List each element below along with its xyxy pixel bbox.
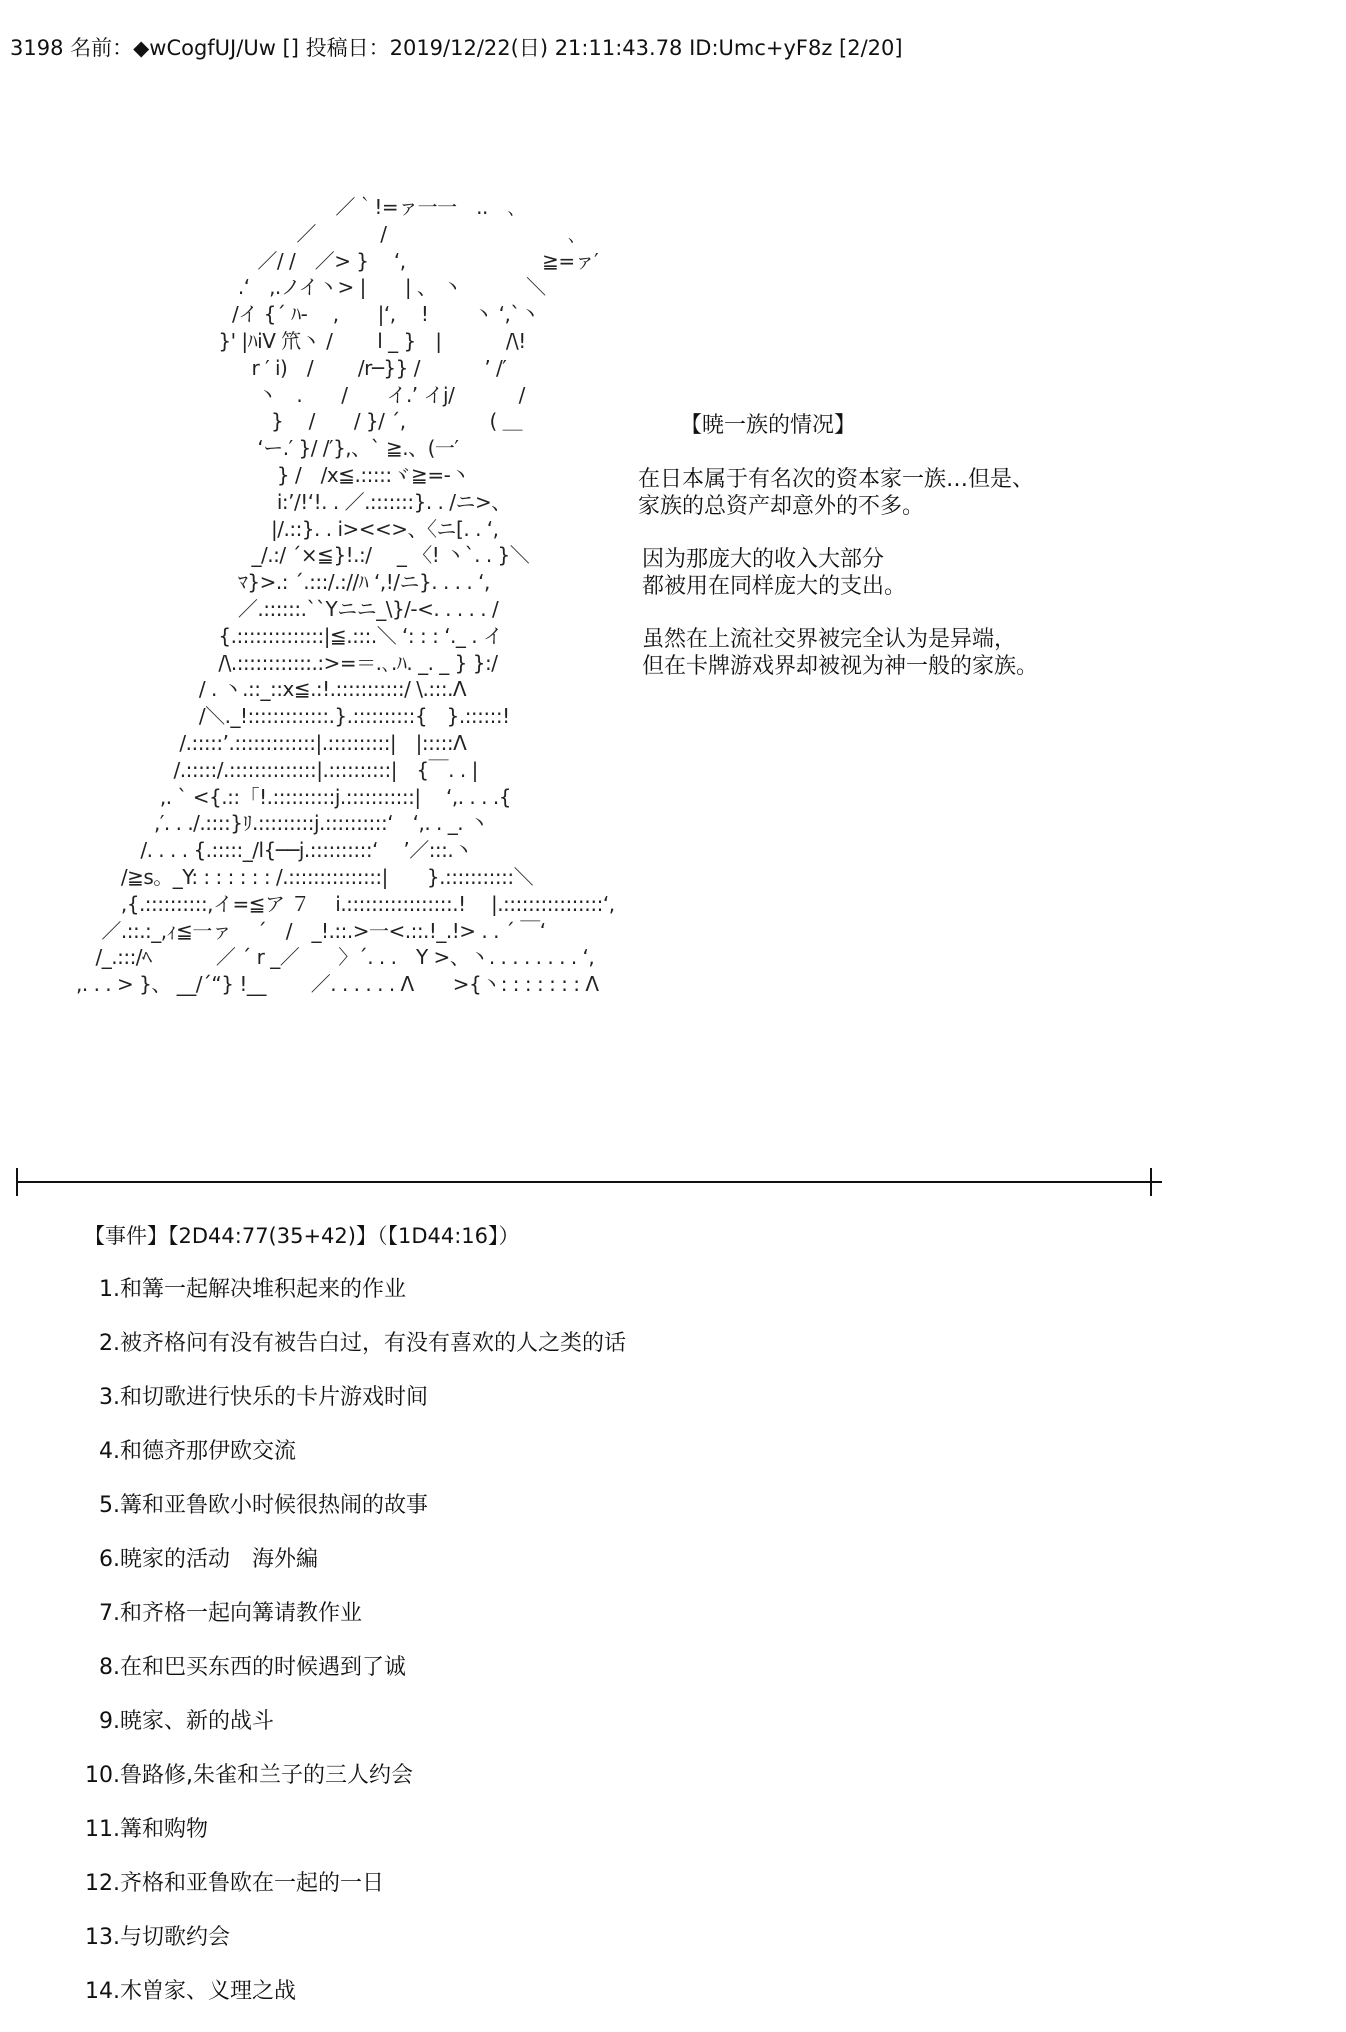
event-text: 篝和购物 <box>120 1817 209 1842</box>
event-text: 鲁路修,朱雀和兰子的三人约会 <box>120 1763 413 1788</box>
event-text: 木曽家、义理之战 <box>120 1979 297 2004</box>
event-number: 12. <box>85 1871 120 1896</box>
event-text: 在和巴买东西的时候遇到了诚 <box>120 1655 407 1680</box>
clan-line: 都被用在同样庞大的支出。 <box>642 574 907 599</box>
event-roll-title: 【事件】【2D44:77(35+42)】（【1D44:16】） <box>84 1224 520 1248</box>
event-number: 8. <box>99 1655 120 1680</box>
event-number: 1. <box>99 1277 120 1302</box>
event-list <box>60 1276 626 2032</box>
event-number: 13. <box>85 1925 120 1950</box>
list-item <box>60 1978 626 2032</box>
event-number: 5. <box>99 1493 120 1518</box>
ascii-art-figure: ／｀!=ァ一一 .. ､ ／ / ､ ／/ / ／> } ‘, ≧=ァ′ .‘ ,.ノイ丶> | | 、 丶 ＼ /イ {´ ﾊ- , |‘, ! 丶 ‘,`丶 }' |ﾊiV 笊丶 / l _ } | /\! r ′ i) / /r─}} / ’ /′ 丶 . / イ.’ イj/ / } / / }/ ´, ( ＿ ‘ー.′ }/ /′},、` ≧.、(一′ } / /x≦.:::::ヾ≧=‐丶 i:’/!‘!. . ／.:::::::}. . /ニ>、 |/.::}. . i><<>、〈ニ[. . ‘, _/.:/ ´×≦}!.:/ _ 〈! 丶`. . }＼ ﾏ}>.: ´.:::/.://ﾊ ‘,!/ニ}. . . . ‘, ／.::::::.``Yニニ_\}/‐<. . . . . / {.::::::::::::::|≦.:::.＼ ‘: : : ‘._ . イ /\.::::::::::::.:>=＝.､.ﾊ. _. _ } }:/ / . 丶.::_::x≦.:!.:::::::::::/ \.:::.Λ /＼._!:::::::::::::.}.::::::::::{ }.::::::! /.:::::’.:::::::::::::|.::::::::::| |:::::Λ /.:::::/.::::::::::::::|.::::::::::| {￣. . | ,. ` <{.::「!.::::::::::j.:::::::::::| ‘,. . . .{ ,′. . ./.::::}ﾘ.:::::::::j.::::::::::‘ ‘,. . _. 丶 /. . . . {.:::::_/l{──j.::::::::::‘ ’／:::.丶 /≧s。_Y: : : : : : : /.:::::::::::::::| }.:::::::::::＼ ,{.::::::::::,イ=≦ア ７ i.:::::::::::::::::.! |.::::::::::::::::‘, ／.::.:_,ｨ≦一ァ ´ / _!.::.>一<.::.!_.!> . . ´ ￣‘ /_.:::/ﾍ ／ ´ r _／ 〉´. . . Y >、丶. . . . . . . . ‘, ,. . . > }、 __/´“} !__ ／. . . . . . Λ >{丶: : : : : : : Λ <box>76 195 615 997</box>
event-number: 2. <box>99 1331 120 1356</box>
clan-line: 但在卡牌游戏界却被视为神一般的家族。 <box>642 654 1039 679</box>
divider-right-tick <box>1150 1168 1152 1196</box>
event-text: 和切歌进行快乐的卡片游戏时间 <box>120 1385 429 1410</box>
clan-paragraph-wealth <box>638 466 1034 520</box>
list-item <box>60 1708 626 1762</box>
divider-left-tick <box>16 1168 18 1196</box>
list-item <box>60 1816 626 1870</box>
list-item <box>60 1762 626 1816</box>
clan-line: 因为那庞大的收入大部分 <box>642 547 885 572</box>
event-text: 篝和亚鲁欧小时候很热闹的故事 <box>120 1493 429 1518</box>
event-text: 和齐格一起向篝请教作业 <box>120 1601 363 1626</box>
list-item <box>60 1438 626 1492</box>
event-text: 和篝一起解决堆积起来的作业 <box>120 1277 407 1302</box>
event-text: 暁家、新的战斗 <box>120 1709 275 1734</box>
event-text: 和德齐那伊欧交流 <box>120 1439 297 1464</box>
list-item <box>60 1924 626 1978</box>
list-item <box>60 1276 626 1330</box>
list-item <box>60 1384 626 1438</box>
event-number: 11. <box>85 1817 120 1842</box>
clan-line: 在日本属于有名次的资本家一族…但是、 <box>638 467 1035 492</box>
event-number: 14. <box>85 1979 120 2004</box>
clan-title: 【暁一族的情况】 <box>680 413 857 438</box>
clan-paragraph-spending <box>642 546 906 600</box>
event-number: 10. <box>85 1763 120 1788</box>
clan-line: 虽然在上流社交界被完全认为是异端， <box>642 627 1017 652</box>
clan-line: 家族的总资产却意外的不多。 <box>638 494 925 519</box>
list-item <box>60 1600 626 1654</box>
event-text: 齐格和亚鲁欧在一起的一日 <box>120 1871 385 1896</box>
event-number: 4. <box>99 1439 120 1464</box>
list-item <box>60 1492 626 1546</box>
list-item <box>60 1654 626 1708</box>
list-item <box>60 1546 626 1600</box>
event-number: 7. <box>99 1601 120 1626</box>
event-text: 暁家的活动 海外編 <box>120 1547 319 1572</box>
event-number: 9. <box>99 1709 120 1734</box>
event-text: 被齐格问有没有被告白过，有没有喜欢的人之类的话 <box>120 1331 627 1356</box>
event-number: 3. <box>99 1385 120 1410</box>
section-divider <box>16 1181 1162 1183</box>
clan-paragraph-reputation <box>642 626 1038 680</box>
event-text: 与切歌约会 <box>120 1925 231 1950</box>
post-header: 3198 名前：◆wCogfUJ/Uw [] 投稿日：2019/12/22(日) 21:11:43.78 ID:Umc+yF8z [2/20] <box>10 36 903 60</box>
list-item <box>60 1330 626 1384</box>
list-item <box>60 1870 626 1924</box>
event-number: 6. <box>99 1547 120 1572</box>
